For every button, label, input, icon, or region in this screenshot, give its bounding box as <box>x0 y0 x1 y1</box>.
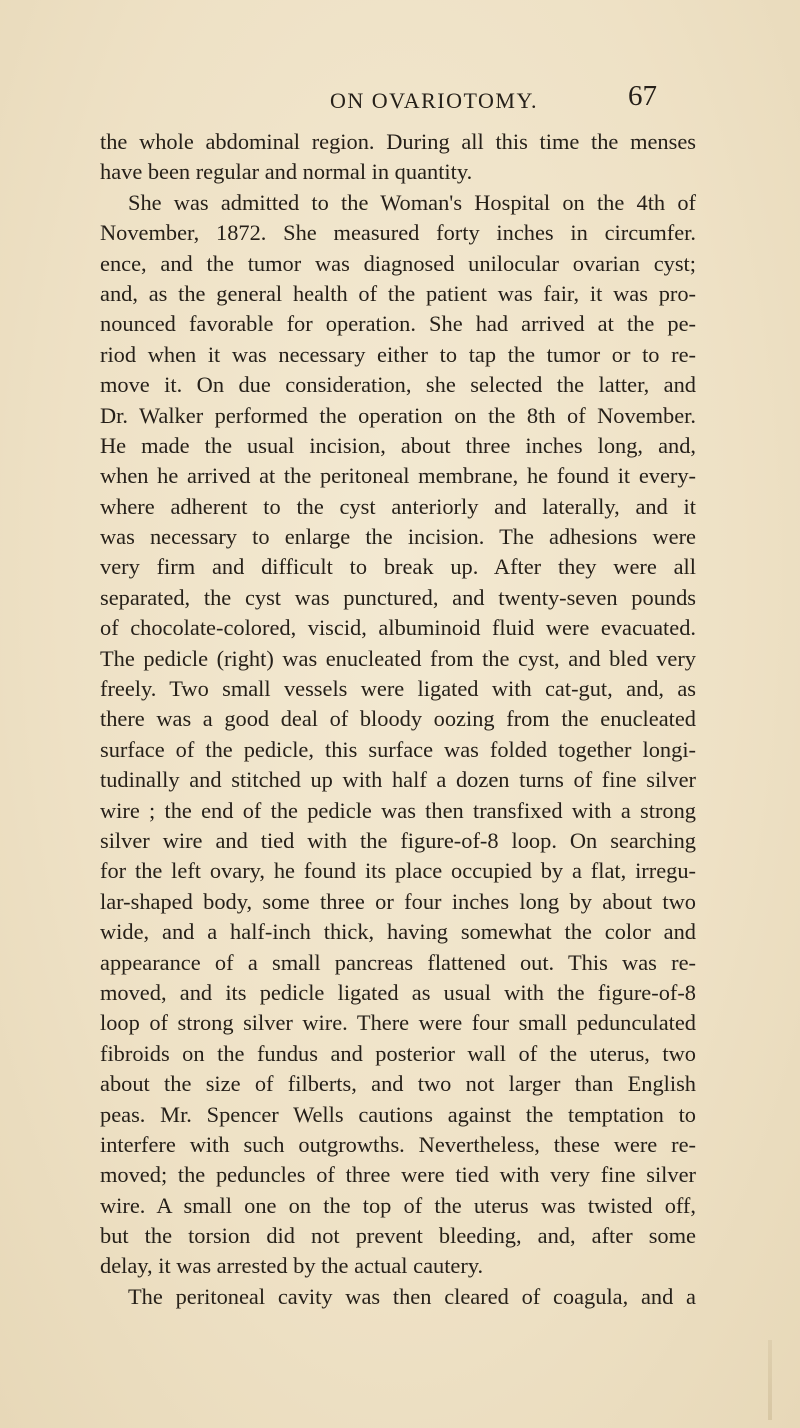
text-line: interfere with such outgrowths. Nevertheless, these were re- <box>100 1131 696 1157</box>
text-line: tudinally and stitched up with half a dozen turns of fine silver <box>100 767 696 793</box>
text-line: there was a good deal of bloody oozing from the enucleated <box>100 706 696 732</box>
text-line: but the torsion did not prevent bleeding, and, after some <box>100 1223 696 1249</box>
text-line: when he arrived at the peritoneal membrane, he found it every- <box>100 463 696 489</box>
text-line: silver wire and tied with the figure-of-8 loop. On searching <box>100 827 696 853</box>
text-line: freely. Two small vessels were ligated with cat-gut, and, as <box>100 676 696 702</box>
text-line: moved, and its pedicle ligated as usual with the figure-of-8 <box>100 979 696 1005</box>
text-line: have been regular and normal in quantity. <box>100 159 473 185</box>
text-line: wide, and a half-inch thick, having somewhat the color and <box>100 919 696 945</box>
page-edge-shadow <box>768 1340 772 1420</box>
text-line: nounced favorable for operation. She had arrived at the pe- <box>100 311 696 337</box>
text-line: ence, and the tumor was diagnosed unilocular ovarian cyst; <box>100 250 696 276</box>
text-line: delay, it was arrested by the actual cautery. <box>100 1253 484 1279</box>
text-line: about the size of filberts, and two not larger than English <box>100 1071 696 1097</box>
text-line: moved; the peduncles of three were tied with very fine silver <box>100 1162 696 1188</box>
text-line: He made the usual incision, about three inches long, and, <box>100 432 696 458</box>
running-title: ON OVARIOTOMY. <box>330 88 539 113</box>
text-line: She was admitted to the Woman's Hospital on the 4th of <box>128 189 696 215</box>
text-line: and, as the general health of the patient was fair, it was pro- <box>100 280 696 306</box>
page-header <box>0 80 800 120</box>
text-line: riod when it was necessary either to tap the tumor or to re- <box>100 341 696 367</box>
text-line: very firm and difficult to break up. After they were all <box>100 554 696 580</box>
page-number: 67 <box>628 80 657 112</box>
text-line: wire. A small one on the top of the uterus was twisted off, <box>100 1192 696 1218</box>
text-line: The peritoneal cavity was then cleared of coagula, and a <box>128 1283 696 1309</box>
text-line: Dr. Walker performed the operation on the 8th of November. <box>100 402 696 428</box>
text-line: for the left ovary, he found its place occupied by a flat, irregu- <box>100 858 696 884</box>
body-text <box>100 127 696 1312</box>
text-line: separated, the cyst was punctured, and twenty-seven pounds <box>100 584 696 610</box>
text-line: where adherent to the cyst anteriorly and laterally, and it <box>100 493 696 519</box>
text-line: move it. On due consideration, she selected the latter, and <box>100 372 696 398</box>
text-line: peas. Mr. Spencer Wells cautions against the temptation to <box>100 1101 696 1127</box>
text-line: surface of the pedicle, this surface was folded together longi- <box>100 736 696 762</box>
text-line: loop of strong silver wire. There were four small pedunculated <box>100 1010 696 1036</box>
text-line: the whole abdominal region. During all this time the menses <box>100 129 696 154</box>
text-line: wire ; the end of the pedicle was then transfixed with a strong <box>100 797 696 823</box>
text-line: fibroids on the fundus and posterior wall of the uterus, two <box>100 1040 696 1066</box>
text-line: was necessary to enlarge the incision. The adhesions were <box>100 524 696 550</box>
text-line: of chocolate-colored, viscid, albuminoid fluid were evacuated. <box>100 615 696 641</box>
text-line: appearance of a small pancreas flattened out. This was re- <box>100 949 696 975</box>
text-line: lar-shaped body, some three or four inches long by about two <box>100 888 696 914</box>
text-line: The pedicle (right) was enucleated from the cyst, and bled very <box>100 645 696 671</box>
text-line: November, 1872. She measured forty inches in circumfer. <box>100 220 696 246</box>
